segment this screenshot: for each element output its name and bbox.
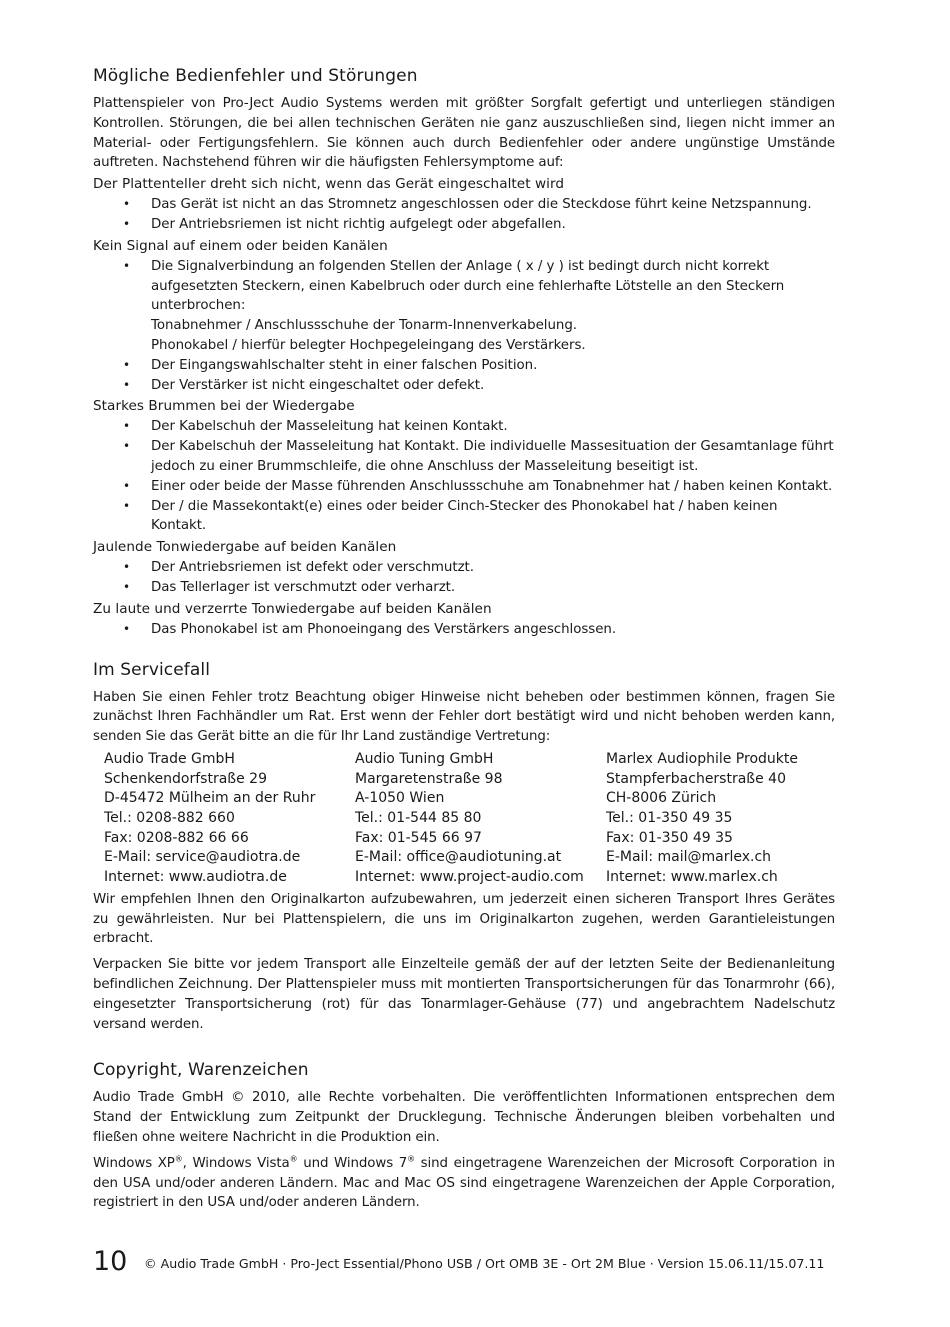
symptom-list bbox=[93, 417, 835, 536]
registered-mark: ® bbox=[407, 1154, 416, 1164]
bullet-icon: • bbox=[123, 621, 131, 636]
section-title-copyright: Copyright, Warenzeichen bbox=[93, 1060, 309, 1081]
company-name: Audio Trade GmbH bbox=[104, 750, 235, 767]
address-block-switzerland bbox=[606, 750, 846, 888]
trademark-paragraph: Windows XP®, Windows Vista® und Windows 7® sind eingetragene Warenzeichen der Microsoft Corporation in den USA und/oder anderen Ländern. Mac and Mac OS sind eingetragene Warenzeichen der Apple Corporation, registriert in den USA und/oder anderen Ländern. bbox=[93, 1154, 836, 1211]
list-item: • Einer oder beide der Masse führenden Anschlussschuhe am Tonabnehmer hat / haben keinen Kontakt. bbox=[93, 477, 835, 497]
company-name: Audio Tuning GmbH bbox=[355, 750, 494, 767]
bullet-icon: • bbox=[123, 560, 131, 575]
symptom-heading: Jaulende Tonwiedergabe auf beiden Kanälen bbox=[93, 539, 397, 556]
email: E-Mail: mail@marlex.ch bbox=[606, 849, 772, 866]
page-footer bbox=[93, 1246, 863, 1279]
street: Stampferbacherstraße 40 bbox=[606, 770, 786, 787]
fax: Fax: 01-350 49 35 bbox=[606, 829, 733, 846]
list-item: • Der / die Massekontakt(e) eines oder beider Cinch-Stecker des Phonokabel hat / haben keinen Kontakt. bbox=[123, 498, 778, 534]
symptom-list bbox=[93, 620, 835, 640]
transport-instructions: Verpacken Sie bitte vor jedem Transport alle Einzelteile gemäß der auf der letzten Seite der Bedienanleitung befindlichen Zeichnung. Der Plattenspieler muss mit montierten Transportsicherungen für das Tonarmrohr (66), eingesetzter Transportsicherung (rot) für das Tonarmlager-Gehäuse (77) und angebrachtem Nadelschutz versand werden. bbox=[93, 957, 835, 1032]
website: Internet: www.marlex.ch bbox=[606, 869, 778, 886]
list-item: • Der Eingangswahlschalter steht in einer falschen Position. bbox=[93, 356, 835, 376]
email: E-Mail: service@audiotra.de bbox=[104, 849, 301, 866]
address-table bbox=[93, 750, 835, 888]
bullet-icon: • bbox=[123, 498, 131, 513]
list-item: • Das Phonokabel ist am Phonoeingang des Verstärkers angeschlossen. bbox=[93, 620, 835, 640]
bullet-icon: • bbox=[123, 258, 131, 273]
packaging-note: Wir empfehlen Ihnen den Originalkarton aufzubewahren, um jederzeit einen sicheren Transport Ihres Gerätes zu gewährleisten. Nur bei Plattenspielern, die uns im Originalkarton zugehen, werden Garantieleistungen erbracht. bbox=[93, 891, 835, 947]
website: Internet: www.project-audio.com bbox=[355, 869, 584, 886]
registered-mark: ® bbox=[174, 1154, 183, 1164]
bullet-icon: • bbox=[123, 419, 131, 434]
symptom-heading: Der Plattenteller dreht sich nicht, wenn das Gerät eingeschaltet wird bbox=[93, 176, 565, 193]
city: D-45472 Mülheim an der Ruhr bbox=[104, 790, 316, 807]
list-item: • Der Antriebsriemen ist nicht richtig aufgelegt oder abgefallen. bbox=[93, 215, 835, 235]
symptom-list bbox=[93, 195, 835, 235]
list-item: • Die Signalverbindung an folgenden Stellen der Anlage ( x / y ) ist bedingt durch nicht korrekt aufgesetzten Steckern, einen Kabelbruch oder durch eine fehlerhafte Lötstelle an den Steckern unterbrochen: Tonabnehmer / Anschlussschuhe der Tonarm-Innenverkabelung. Phonokabel / hierfür belegter Hochpegeleingang des Verstärkers. bbox=[123, 258, 785, 353]
page-number: 10 bbox=[93, 1246, 128, 1277]
sub-line: Tonabnehmer / Anschlussschuhe der Tonarm-Innenverkabelung. bbox=[151, 318, 578, 334]
city: A-1050 Wien bbox=[355, 790, 445, 807]
symptom-heading: Starkes Brummen bei der Wiedergabe bbox=[93, 398, 355, 415]
bullet-icon: • bbox=[123, 377, 131, 392]
list-item: • Der Kabelschuh der Masseleitung hat keinen Kontakt. bbox=[93, 417, 835, 437]
section-title-troubleshooting: Mögliche Bedienfehler und Störungen bbox=[93, 66, 418, 86]
bullet-icon: • bbox=[123, 478, 131, 493]
copyright-paragraph: Audio Trade GmbH © 2010, alle Rechte vorbehalten. Die veröffentlichten Informationen entsprechen dem Stand der Entwicklung zum Zeitpunkt der Drucklegung. Technische Änderungen bleiben vorbehalten und fließen ohne weitere Nachricht in die Produktion ein. bbox=[93, 1090, 835, 1146]
bullet-icon: • bbox=[123, 357, 131, 372]
list-item: • Der Verstärker ist nicht eingeschaltet oder defekt. bbox=[93, 376, 835, 396]
email: E-Mail: office@audiotuning.at bbox=[355, 849, 562, 866]
website: Internet: www.audiotra.de bbox=[104, 869, 287, 886]
symptom-list bbox=[93, 558, 835, 598]
company-name: Marlex Audiophile Produkte bbox=[606, 750, 798, 767]
service-intro: Haben Sie einen Fehler trotz Beachtung obiger Hinweise nicht beheben oder bestimmen können, fragen Sie zunächst Ihren Fachhändler um Rat. Erst wenn der Fehler dort bestätigt wird und nicht behoben werden kann, senden Sie das Gerät bitte an die für Ihr Land zuständige Vertretung: bbox=[93, 689, 835, 745]
city: CH-8006 Zürich bbox=[606, 790, 717, 807]
list-item: • Das Tellerlager ist verschmutzt oder verharzt. bbox=[93, 578, 835, 598]
symptom-list bbox=[93, 257, 835, 396]
section-title-service: Im Servicefall bbox=[93, 659, 211, 680]
sub-line: Phonokabel / hierfür belegter Hochpegeleingang des Verstärkers. bbox=[151, 337, 586, 353]
document-page bbox=[93, 64, 835, 1213]
symptom-heading: Zu laute und verzerrte Tonwiedergabe auf beiden Kanälen bbox=[93, 600, 492, 617]
fax: Fax: 01-545 66 97 bbox=[355, 829, 482, 846]
phone: Tel.: 0208-882 660 bbox=[104, 810, 235, 827]
list-item: • Der Antriebsriemen ist defekt oder verschmutzt. bbox=[93, 558, 835, 578]
address-block-germany bbox=[104, 750, 355, 888]
list-item: • Das Gerät ist nicht an das Stromnetz angeschlossen oder die Steckdose führt keine Netzspannung. bbox=[93, 195, 835, 215]
phone: Tel.: 01-350 49 35 bbox=[606, 810, 733, 827]
footer-text: © Audio Trade GmbH · Pro-Ject Essential/Phono USB / Ort OMB 3E - Ort 2M Blue · Version 15.06.11/15.07.11 bbox=[144, 1256, 825, 1271]
bullet-icon: • bbox=[123, 197, 131, 212]
street: Margaretenstraße 98 bbox=[355, 770, 503, 787]
street: Schenkendorfstraße 29 bbox=[104, 770, 267, 787]
registered-mark: ® bbox=[289, 1154, 298, 1164]
bullet-icon: • bbox=[123, 439, 131, 454]
bullet-icon: • bbox=[123, 216, 131, 231]
address-block-austria bbox=[355, 750, 606, 888]
symptom-heading: Kein Signal auf einem oder beiden Kanälen bbox=[93, 237, 388, 254]
fax: Fax: 0208-882 66 66 bbox=[104, 829, 249, 846]
list-item: • Der Kabelschuh der Masseleitung hat Kontakt. Die individuelle Massesituation der Gesamtanlage führt jedoch zu einer Brummschleife, die ohne Anschluss der Masseleitung beseitigt ist. bbox=[123, 439, 834, 474]
troubleshooting-intro: Plattenspieler von Pro-Ject Audio Systems werden mit größter Sorgfalt gefertigt und unterliegen ständigen Kontrollen. Störungen, die bei allen technischen Geräten nie ganz auszuschließen sind, liegen nicht immer an Material- oder Fertigungsfehlern. Sie können auch durch Bedienfehler oder andere ungünstige Umstände auftreten. Nachstehend führen wir die häufigsten Fehlersymptome auf: bbox=[93, 96, 835, 171]
phone: Tel.: 01-544 85 80 bbox=[355, 810, 482, 827]
bullet-icon: • bbox=[123, 579, 131, 594]
